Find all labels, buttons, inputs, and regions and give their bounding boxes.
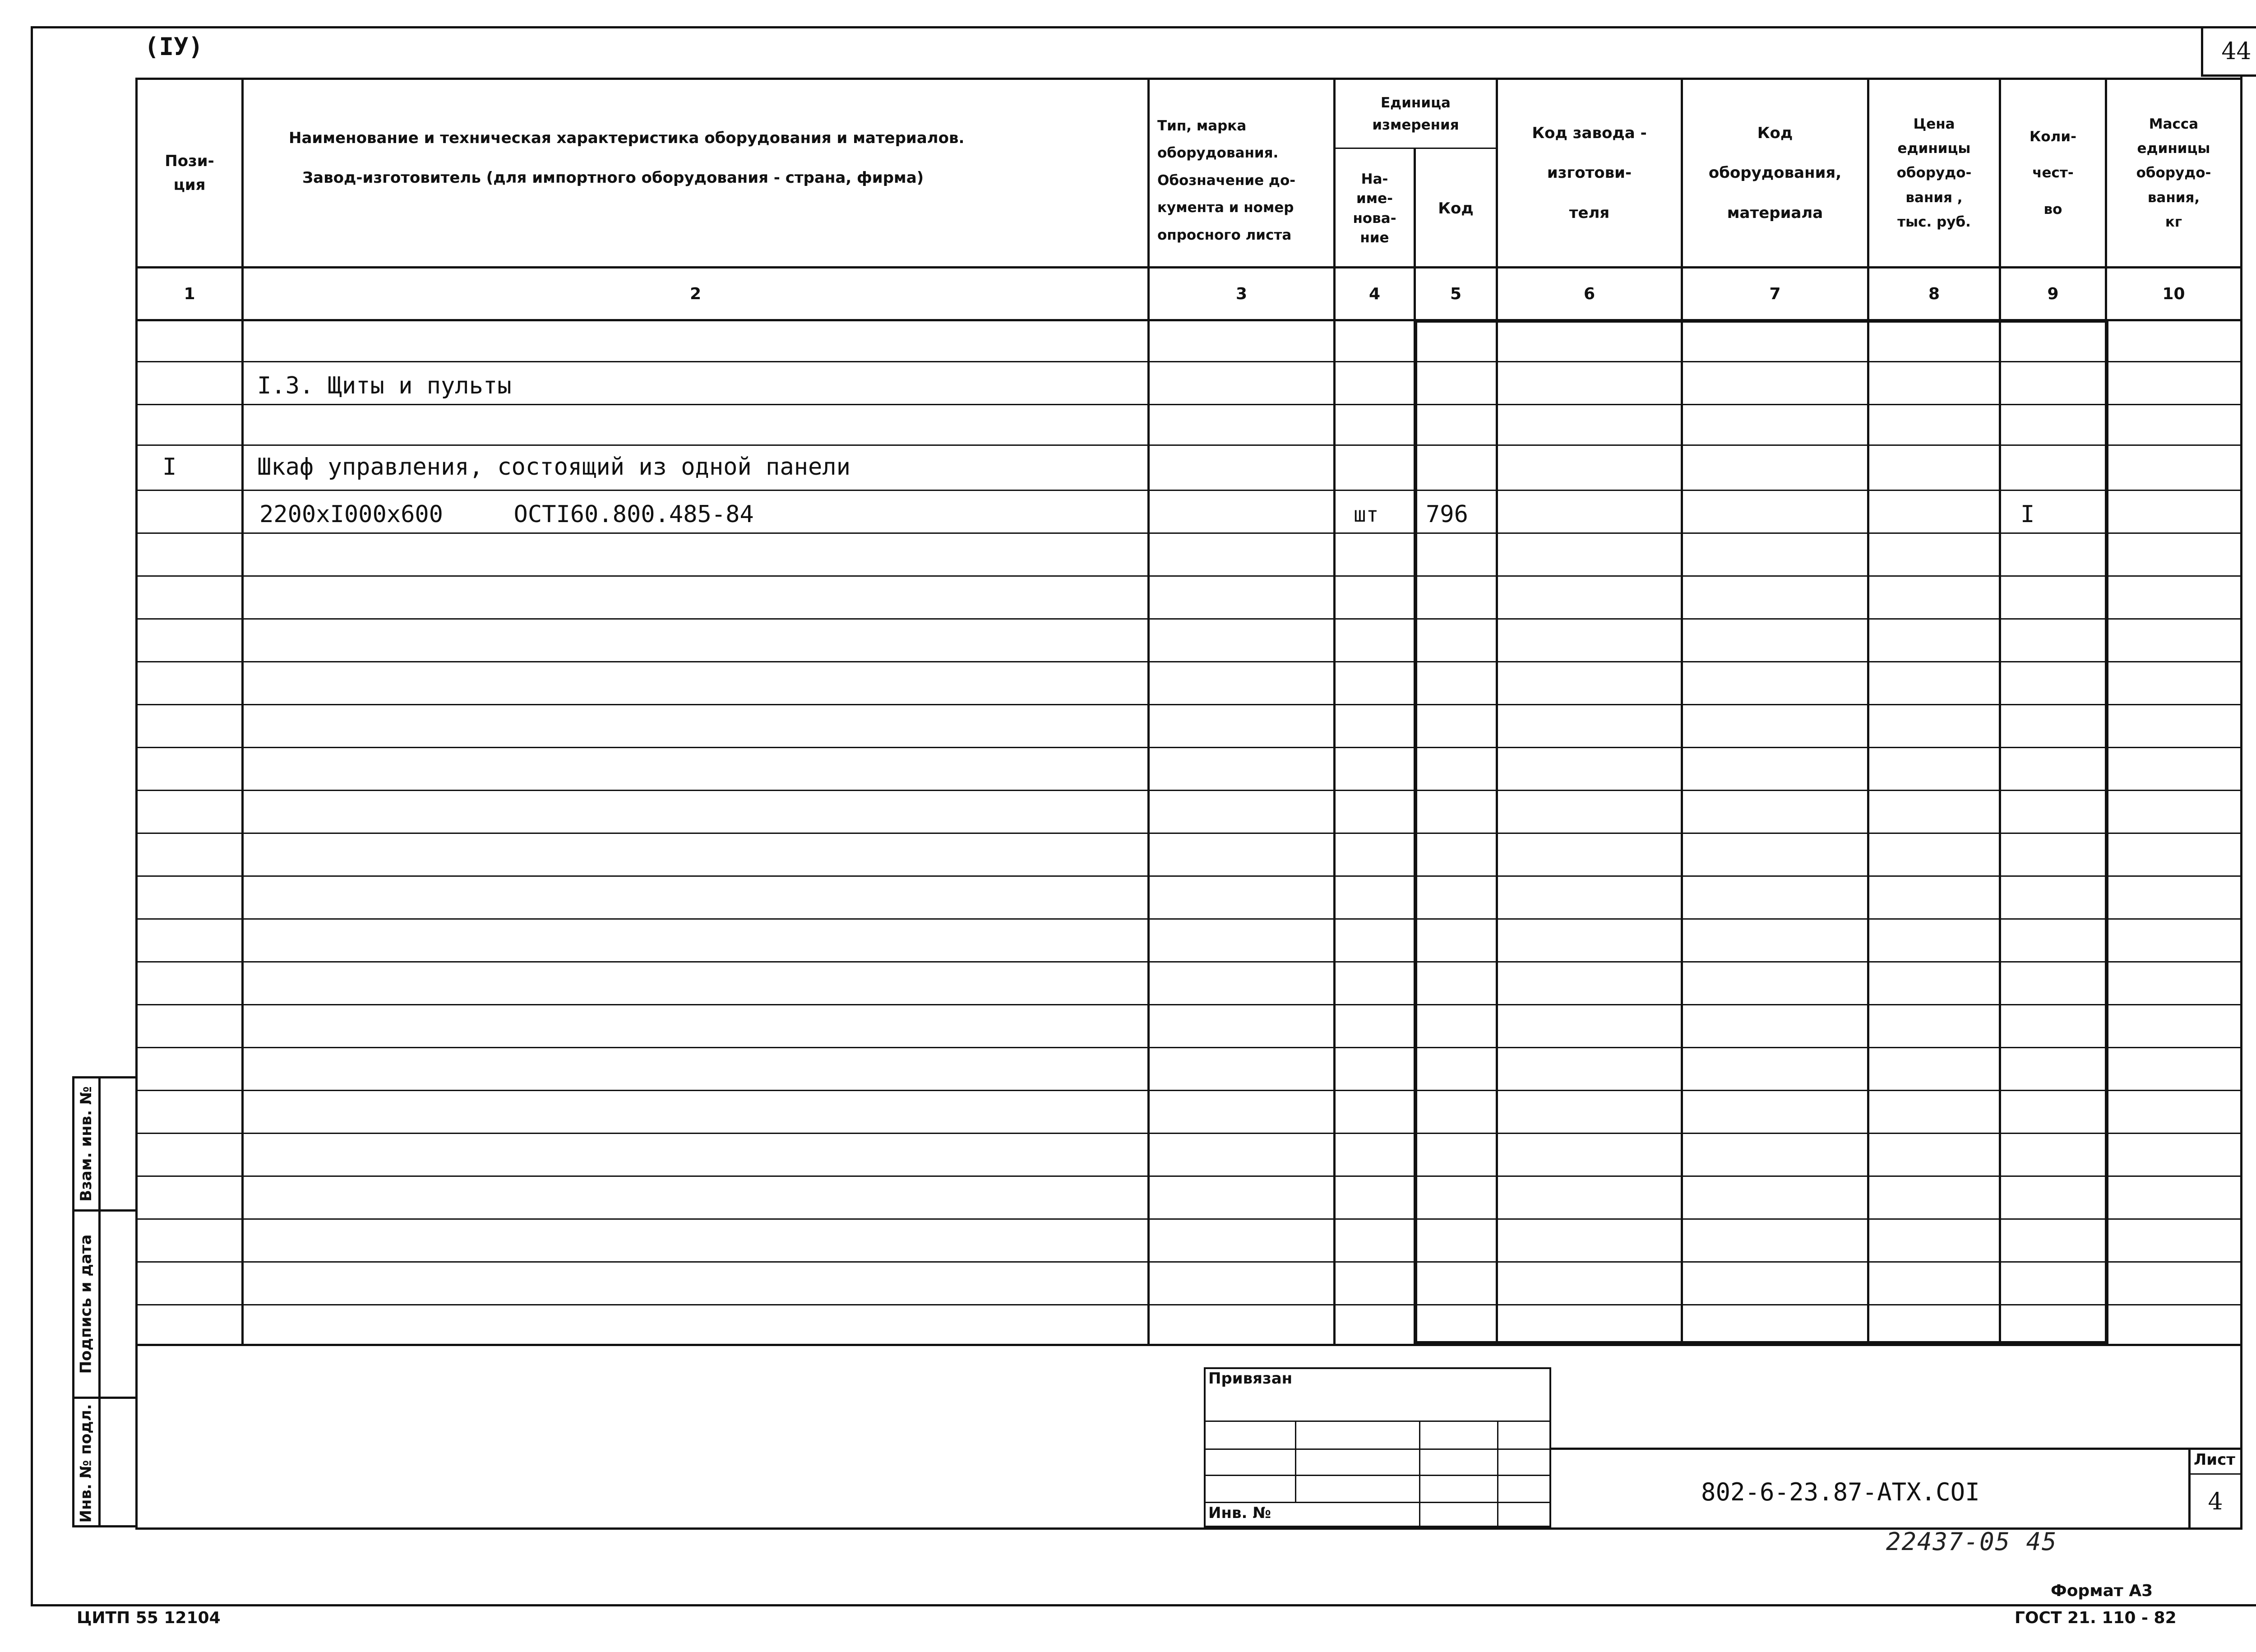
row-spec: 2200хI000х600 ОСТI60.800.485-84 xyxy=(259,501,754,528)
col-num-3: 3 xyxy=(1235,284,1248,303)
header-price: Цена единицы оборудо- вания , тыс. руб. xyxy=(1896,116,1972,230)
sheet-value: 4 xyxy=(2208,1488,2223,1515)
header-pos: Пози- ция xyxy=(165,152,214,194)
privyazan-col-2 xyxy=(1419,1421,1420,1527)
row-line-7 xyxy=(135,618,2242,620)
header-mass: Масса единицы оборудо- вания, кг xyxy=(2136,116,2211,230)
gost-label: ГОСТ 21. 110 - 82 xyxy=(2015,1609,2177,1627)
row-line-8 xyxy=(135,661,2242,662)
privyazan-line-4 xyxy=(1204,1502,1551,1503)
privyazan-col-1 xyxy=(1295,1421,1296,1502)
inv-no-label: Инв. № xyxy=(1208,1504,1271,1522)
privyazan-label: Привязан xyxy=(1208,1370,1293,1388)
row-line-18 xyxy=(135,1090,2242,1091)
row-line-14 xyxy=(135,918,2242,920)
header-name: Наименование и техническая характеристика оборудования и материалов. Завод-изготовитель (для импортного оборудования - страна, фирма) xyxy=(289,129,965,187)
row-line-1 xyxy=(135,361,2242,362)
privyazan-col-3 xyxy=(1497,1421,1498,1527)
col-num-5: 5 xyxy=(1450,284,1462,303)
row-line-22 xyxy=(135,1261,2242,1263)
col-line-7 xyxy=(1867,78,1869,1344)
section-title: I.3. Щиты и пульты xyxy=(257,372,512,399)
doc-code: 802-6-23.87-АТХ.СОI xyxy=(1701,1478,1980,1506)
col-line-5 xyxy=(1496,78,1498,1344)
col-line-8 xyxy=(1999,78,2001,1344)
privyazan-line-2 xyxy=(1204,1448,1551,1450)
row-pos: I xyxy=(162,453,177,481)
col-line-2 xyxy=(1147,78,1150,1344)
sheet-cell-divider xyxy=(2188,1473,2242,1475)
row-line-3 xyxy=(135,444,2242,446)
side-stamp-divider xyxy=(98,1076,101,1527)
header-type: Тип, марка оборудования. Обозначение до- кумента и номер опросного листа xyxy=(1157,117,1296,243)
col-line-right xyxy=(2240,77,2242,1527)
col-num-6: 6 xyxy=(1583,284,1595,303)
side-podpis: Подпись и дата xyxy=(77,1234,95,1374)
format-label: Формат А3 xyxy=(2051,1582,2153,1600)
row-qty: I xyxy=(2020,501,2035,528)
doc-code-top xyxy=(1551,1448,2242,1450)
row-line-12 xyxy=(135,833,2242,834)
row-line-13 xyxy=(135,875,2242,877)
row-name: Шкаф управления, состоящий из одной панели xyxy=(257,453,851,481)
col-num-10: 10 xyxy=(2162,284,2185,303)
side-vzam: Взам. инв. № xyxy=(77,1086,95,1202)
header-factory-code: Код завода - изготови- теля xyxy=(1532,124,1647,222)
row-unit: шт xyxy=(1354,502,1379,527)
col-num-4: 4 xyxy=(1368,284,1381,303)
corner-tag: (IУ) xyxy=(144,32,203,61)
col-num-9: 9 xyxy=(2047,284,2059,303)
header-qty: Коли- чест- во xyxy=(2029,128,2076,217)
row-line-19 xyxy=(135,1133,2242,1134)
privyazan-stamp xyxy=(1204,1367,1551,1527)
tsitp-label: ЦИТП 55 12104 xyxy=(77,1609,221,1627)
row-code: 796 xyxy=(1426,501,1468,528)
thick-box-top xyxy=(1414,319,2108,323)
header-unit-code: Код xyxy=(1438,199,1474,218)
row-line-16 xyxy=(135,1004,2242,1005)
col-line-1 xyxy=(241,78,244,1344)
row-line-21 xyxy=(135,1218,2242,1220)
col-num-7: 7 xyxy=(1769,284,1781,303)
page-number: 44 xyxy=(2221,38,2251,65)
row-line-6 xyxy=(135,575,2242,577)
row-line-9 xyxy=(135,704,2242,705)
col-num-8: 8 xyxy=(1928,284,1940,303)
col-line-9 xyxy=(2105,319,2108,1346)
row-line-4 xyxy=(135,490,2242,491)
row-line-17 xyxy=(135,1047,2242,1048)
privyazan-line-1 xyxy=(1204,1421,1551,1422)
col-num-1: 1 xyxy=(184,284,195,303)
row-line-20 xyxy=(135,1175,2242,1177)
row-line-11 xyxy=(135,790,2242,791)
side-inv: Инв. № подл. xyxy=(77,1403,95,1523)
row-line-10 xyxy=(135,747,2242,748)
col-line-4 xyxy=(1414,319,1417,1346)
sheet-label: Лист xyxy=(2194,1451,2235,1469)
handwritten-number: 22437-05 45 xyxy=(1886,1527,2057,1556)
header-unit-name: На- име- нова- ние xyxy=(1353,171,1396,246)
col-line-3 xyxy=(1333,78,1336,1344)
col-num-2: 2 xyxy=(689,284,702,303)
header-unit-group: Единица измерения xyxy=(1372,95,1459,133)
row-line-15 xyxy=(135,961,2242,963)
col-line-6 xyxy=(1681,78,1683,1344)
thick-box-bottom xyxy=(1414,1341,2108,1345)
row-line-23 xyxy=(135,1304,2242,1305)
header-equip-code: Код оборудования, материала xyxy=(1708,124,1842,222)
privyazan-line-3 xyxy=(1204,1475,1551,1476)
